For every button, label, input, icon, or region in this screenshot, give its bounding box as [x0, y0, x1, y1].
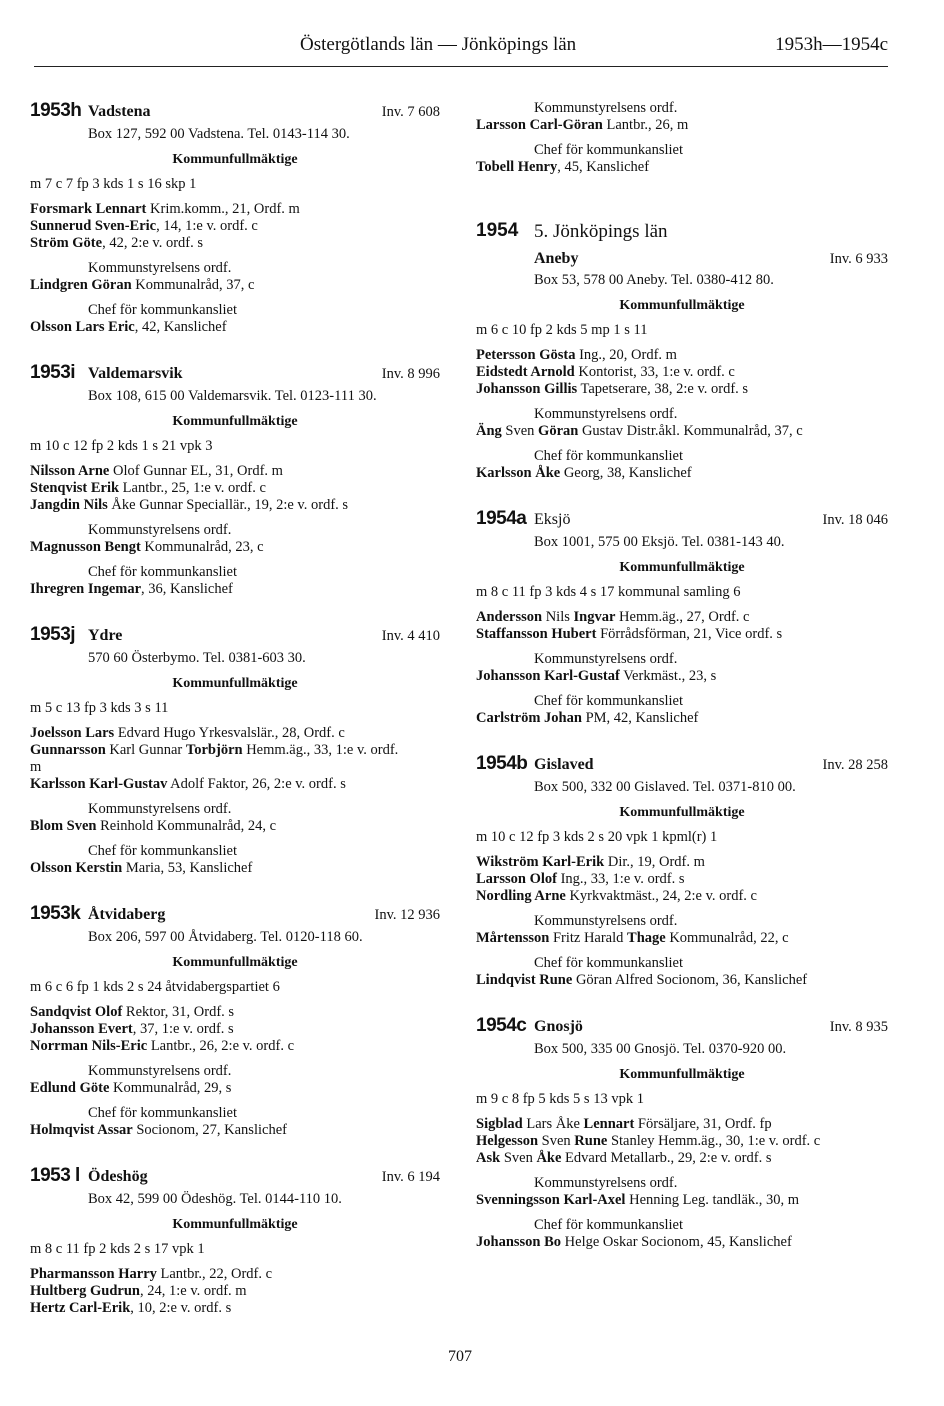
municipality-name: Åtvidaberg [88, 906, 166, 923]
member-entry-continued: m [30, 759, 42, 775]
member-entry: Karlsson Karl-Gustav Adolf Faktor, 26, 2:e v. ordf. s [30, 776, 346, 792]
municipality-name: Ödeshög [88, 1168, 148, 1185]
member-entry: Jangdin Nils Åke Gunnar Speciallär., 19, 2:e v. ordf. s [30, 497, 349, 513]
board-chair-entry: Lindgren Göran Kommunalråd, 37, c [30, 277, 255, 293]
member-entry: Sandqvist Olof Rektor, 31, Ordf. s [30, 1004, 235, 1020]
member-entry: Petersson Gösta Ing., 20, Ordf. m [476, 347, 677, 363]
municipality-name: Valdemarsvik [88, 365, 183, 382]
municipality-heading [30, 903, 440, 929]
municipality-name: Eksjö [534, 511, 571, 528]
member-entry: Staffansson Hubert Förrådsförman, 21, Vice ordf. s [476, 626, 783, 642]
chancery-chief-entry: Lindqvist Rune Göran Alfred Socionom, 36, Kanslichef [476, 972, 808, 988]
municipality-name: Aneby [534, 250, 579, 267]
board-chair-entry: Edlund Göte Kommunalråd, 29, s [30, 1080, 232, 1096]
board-chair-heading: Kommunstyrelsens ordf. [88, 801, 232, 817]
board-chair-heading: Kommunstyrelsens ordf. [534, 651, 678, 667]
member-entry: Wikström Karl-Erik Dir., 19, Ordf. m [476, 854, 705, 870]
inhabitants: Inv. 6 194 [381, 1169, 440, 1185]
address: Box 500, 335 00 Gnosjö. Tel. 0370-920 00. [534, 1041, 787, 1057]
board-chair-entry: Johansson Karl-Gustaf Verkmäst., 23, s [476, 668, 717, 684]
inhabitants: Inv. 8 935 [829, 1019, 888, 1035]
municipality-heading [476, 753, 888, 779]
council-heading: Kommunfullmäktige [172, 676, 298, 691]
municipality-name: Ydre [88, 627, 123, 644]
chancery-chief-entry: Karlsson Åke Georg, 38, Kanslichef [476, 465, 692, 481]
municipality-heading [30, 624, 440, 650]
member-entry: Helgesson Sven Rune Stanley Hemm.äg., 30, 1:e v. ordf. c [476, 1133, 821, 1149]
address: Box 1001, 575 00 Eksjö. Tel. 0381-143 40. [534, 534, 785, 550]
municipality-name: Gnosjö [534, 1018, 583, 1035]
inhabitants: Inv. 18 046 [822, 512, 888, 528]
member-entry: Johansson Evert, 37, 1:e v. ordf. s [30, 1021, 234, 1037]
member-entry: Joelsson Lars Edvard Hugo Yrkesvalslär., 28, Ordf. c [30, 725, 345, 741]
chancery-chief-heading: Chef för kommunkansliet [88, 302, 238, 318]
county-heading [476, 220, 888, 250]
member-entry: Sunnerud Sven-Eric, 14, 1:e v. ordf. c [30, 218, 258, 234]
member-entry: Eidstedt Arnold Kontorist, 33, 1:e v. ordf. c [476, 364, 735, 380]
board-chair-entry: Äng Sven Göran Gustav Distr.åkl. Kommunalråd, 37, c [476, 423, 803, 439]
chancery-chief-entry: Tobell Henry, 45, Kanslichef [476, 159, 650, 175]
council-heading: Kommunfullmäktige [172, 955, 298, 970]
council-composition: m 5 c 13 fp 3 kds 3 s 11 [30, 700, 169, 716]
address: Box 108, 615 00 Valdemarsvik. Tel. 0123-111 30. [88, 388, 377, 404]
municipality-heading [476, 1015, 888, 1041]
municipality-heading [30, 362, 440, 388]
council-heading: Kommunfullmäktige [619, 560, 745, 575]
chancery-chief-entry: Olsson Lars Eric, 42, Kanslichef [30, 319, 227, 335]
member-entry: Stenqvist Erik Lantbr., 25, 1:e v. ordf. c [30, 480, 266, 496]
member-entry: Ström Göte, 42, 2:e v. ordf. s [30, 235, 204, 251]
board-chair-heading: Kommunstyrelsens ordf. [88, 260, 232, 276]
inhabitants: Inv. 28 258 [822, 757, 888, 773]
chancery-chief-entry: Johansson Bo Helge Oskar Socionom, 45, Kanslichef [476, 1234, 792, 1250]
municipality-code: 1954c [476, 1015, 527, 1036]
address: Box 500, 332 00 Gislaved. Tel. 0371-810 00. [534, 779, 796, 795]
board-chair-entry: Blom Sven Reinhold Kommunalråd, 24, c [30, 818, 277, 834]
board-chair-heading: Kommunstyrelsens ordf. [534, 1175, 678, 1191]
council-composition: m 9 c 8 fp 5 kds 5 s 13 vpk 1 [476, 1091, 644, 1107]
chancery-chief-heading: Chef för kommunkansliet [88, 1105, 238, 1121]
address: 570 60 Österbymo. Tel. 0381-603 30. [88, 650, 306, 666]
inhabitants: Inv. 12 936 [374, 907, 440, 923]
member-entry: Nilsson Arne Olof Gunnar EL, 31, Ordf. m [30, 463, 283, 479]
municipality-name: Gislaved [534, 756, 594, 773]
inhabitants: Inv. 4 410 [381, 628, 440, 644]
council-composition: m 7 c 7 fp 3 kds 1 s 16 skp 1 [30, 176, 197, 192]
municipality-code: 1953 l [30, 1165, 80, 1186]
council-heading: Kommunfullmäktige [619, 805, 745, 820]
council-composition: m 6 c 10 fp 2 kds 5 mp 1 s 11 [476, 322, 648, 338]
municipality-name: Vadstena [88, 103, 151, 120]
council-composition: m 8 c 11 fp 3 kds 4 s 17 kommunal samling 6 [476, 584, 741, 600]
member-entry: Johansson Gillis Tapetserare, 38, 2:e v. ordf. s [476, 381, 749, 397]
member-entry: Nordling Arne Kyrkvaktmäst., 24, 2:e v. ordf. c [476, 888, 757, 904]
board-chair-heading: Kommunstyrelsens ordf. [534, 406, 678, 422]
chancery-chief-heading: Chef för kommunkansliet [534, 448, 684, 464]
chancery-chief-heading: Chef för kommunkansliet [534, 693, 684, 709]
member-entry: Pharmansson Harry Lantbr., 22, Ordf. c [30, 1266, 273, 1282]
address: Box 53, 578 00 Aneby. Tel. 0380-412 80. [534, 272, 774, 288]
inhabitants: Inv. 8 996 [381, 366, 440, 382]
board-chair-entry: Svenningsson Karl-Axel Henning Leg. tandläk., 30, m [476, 1192, 800, 1208]
municipality-code: 1953j [30, 624, 76, 645]
municipality-code: 1953i [30, 362, 76, 383]
address: Box 206, 597 00 Åtvidaberg. Tel. 0120-118 60. [88, 929, 363, 945]
chancery-chief-entry: Carlström Johan PM, 42, Kanslichef [476, 710, 699, 726]
inhabitants: Inv. 7 608 [381, 104, 440, 120]
municipality-code: 1953h [30, 100, 82, 121]
chancery-chief-heading: Chef för kommunkansliet [534, 1217, 684, 1233]
member-entry: Gunnarsson Karl Gunnar Torbjörn Hemm.äg., 33, 1:e v. ordf. [30, 742, 399, 758]
chancery-chief-entry: Holmqvist Assar Socionom, 27, Kanslichef [30, 1122, 287, 1138]
left-column [30, 100, 440, 1317]
chancery-chief-entry: Ihregren Ingemar, 36, Kanslichef [30, 581, 233, 597]
council-heading: Kommunfullmäktige [619, 298, 745, 313]
chancery-chief-heading: Chef för kommunkansliet [88, 564, 238, 580]
member-entry: Ask Sven Åke Edvard Metallarb., 29, 2:e v. ordf. s [476, 1150, 772, 1166]
board-chair-entry: Mårtensson Fritz Harald Thage Kommunalråd, 22, c [476, 930, 789, 946]
municipality-heading [30, 100, 440, 126]
page-number: 707 [448, 1348, 472, 1365]
member-entry: Andersson Nils Ingvar Hemm.äg., 27, Ordf. c [476, 609, 750, 625]
municipality-heading [476, 508, 888, 534]
municipality-code: 1954b [476, 753, 528, 774]
member-entry: Norrman Nils-Eric Lantbr., 26, 2:e v. ordf. c [30, 1038, 295, 1054]
municipality-heading [30, 1165, 440, 1191]
member-entry: Hertz Carl-Erik, 10, 2:e v. ordf. s [30, 1300, 232, 1316]
member-entry: Sigblad Lars Åke Lennart Försäljare, 31, Ordf. fp [476, 1116, 772, 1132]
county-name: 5. Jönköpings län [534, 221, 668, 242]
board-chair-heading: Kommunstyrelsens ordf. [534, 913, 678, 929]
address: Box 42, 599 00 Ödeshög. Tel. 0144-110 10. [88, 1191, 342, 1207]
municipality-heading [476, 250, 888, 272]
member-entry: Larsson Olof Ing., 33, 1:e v. ordf. s [476, 871, 685, 887]
board-chair-heading: Kommunstyrelsens ordf. [88, 1063, 232, 1079]
county-code: 1954 [476, 220, 519, 241]
header-rule [34, 66, 888, 67]
board-chair-entry: Larsson Carl-Göran Lantbr., 26, m [476, 117, 689, 133]
chancery-chief-entry: Olsson Kerstin Maria, 53, Kanslichef [30, 860, 253, 876]
member-entry: Forsmark Lennart Krim.komm., 21, Ordf. m [30, 201, 300, 217]
running-header-range: 1953h—1954c [775, 34, 888, 55]
chancery-chief-heading: Chef för kommunkansliet [88, 843, 238, 859]
council-composition: m 8 c 11 fp 2 kds 2 s 17 vpk 1 [30, 1241, 205, 1257]
council-heading: Kommunfullmäktige [172, 414, 298, 429]
board-chair-heading: Kommunstyrelsens ordf. [534, 100, 678, 116]
municipality-code: 1953k [30, 903, 81, 924]
council-heading: Kommunfullmäktige [619, 1067, 745, 1082]
board-chair-entry: Magnusson Bengt Kommunalråd, 23, c [30, 539, 264, 555]
council-heading: Kommunfullmäktige [172, 152, 298, 167]
chancery-chief-heading: Chef för kommunkansliet [534, 142, 684, 158]
council-heading: Kommunfullmäktige [172, 1217, 298, 1232]
council-composition: m 10 c 12 fp 3 kds 2 s 20 vpk 1 kpml(r) 1 [476, 829, 718, 845]
council-composition: m 6 c 6 fp 1 kds 2 s 24 åtvidabergspartiet 6 [30, 979, 280, 995]
chancery-chief-heading: Chef för kommunkansliet [534, 955, 684, 971]
running-header-title: Östergötlands län — Jönköpings län [300, 34, 577, 55]
address: Box 127, 592 00 Vadstena. Tel. 0143-114 30. [88, 126, 350, 142]
municipality-code: 1954a [476, 508, 527, 529]
inhabitants: Inv. 6 933 [829, 251, 888, 267]
right-column [476, 100, 888, 1251]
board-chair-heading: Kommunstyrelsens ordf. [88, 522, 232, 538]
member-entry: Hultberg Gudrun, 24, 1:e v. ordf. m [30, 1283, 247, 1299]
council-composition: m 10 c 12 fp 2 kds 1 s 21 vpk 3 [30, 438, 213, 454]
